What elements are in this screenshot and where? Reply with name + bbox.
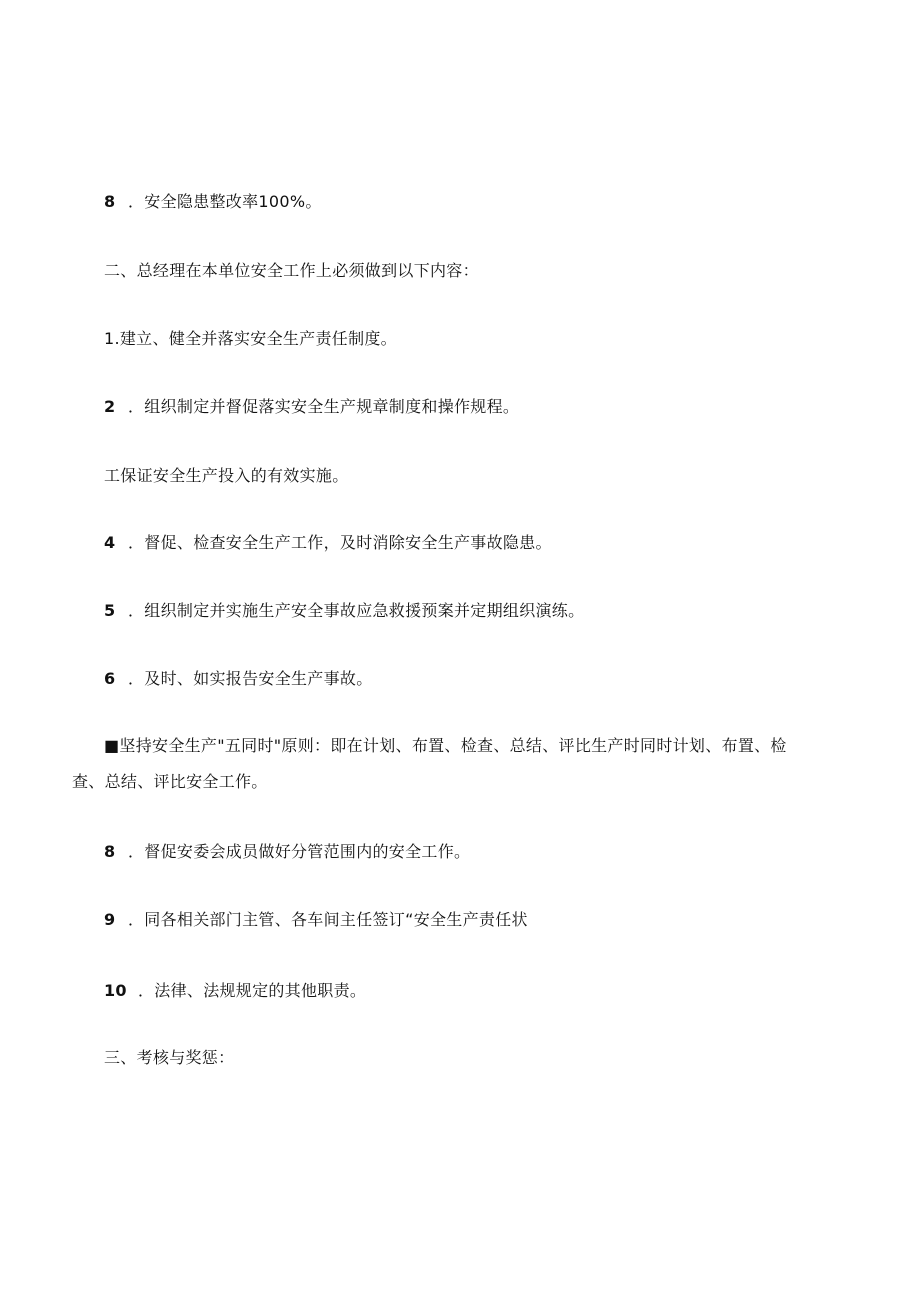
- list-item: [104, 466, 349, 486]
- item-number: 6: [104, 669, 116, 688]
- list-item: [104, 192, 322, 212]
- list-item: [104, 910, 528, 930]
- item-text: ．组织制定并实施生产安全事故应急救援预案并定期组织演练。: [128, 601, 585, 620]
- item-text: ．同各相关部门主管、各车间主任签订“安全生产责任状: [128, 910, 528, 929]
- item-text: ．安全隐患整改率100%。: [128, 192, 322, 211]
- list-item: [104, 669, 373, 689]
- paragraph-line-1: ■坚持安全生产"五同时"原则：即在计划、布置、检查、总结、评比生产时同时计划、布置、检: [104, 736, 787, 755]
- item-text: 三、考核与奖惩：: [104, 1048, 235, 1067]
- list-item: [104, 397, 519, 417]
- item-number: 9: [104, 910, 116, 929]
- item-number: 8: [104, 192, 116, 211]
- item-text: ．及时、如实报告安全生产事故。: [128, 669, 373, 688]
- principle-paragraph: [72, 728, 832, 800]
- item-number: 10: [104, 981, 127, 1000]
- list-item: [104, 842, 470, 862]
- item-text: 1.建立、健全并落实安全生产责任制度。: [104, 329, 397, 348]
- item-text: 二、总经理在本单位安全工作上必须做到以下内容：: [104, 261, 479, 280]
- list-item: [104, 329, 397, 349]
- section-heading: [104, 261, 479, 281]
- item-text: ．组织制定并督促落实安全生产规章制度和操作规程。: [128, 397, 520, 416]
- item-text: ．法律、法规规定的其他职责。: [138, 981, 367, 1000]
- item-text: ．督促安委会成员做好分管范围内的安全工作。: [128, 842, 471, 861]
- item-text: 工保证安全生产投入的有效实施。: [104, 466, 349, 485]
- item-text: ．督促、检查安全生产工作，及时消除安全生产事故隐患。: [128, 533, 552, 552]
- item-number: 2: [104, 397, 116, 416]
- paragraph-line-2: 查、总结、评比安全工作。: [72, 772, 268, 791]
- item-number: 5: [104, 601, 116, 620]
- item-number: 8: [104, 842, 116, 861]
- list-item: [104, 601, 584, 621]
- list-item: [104, 533, 552, 553]
- section-heading: [104, 1048, 234, 1068]
- item-number: 4: [104, 533, 116, 552]
- list-item: [104, 981, 366, 1001]
